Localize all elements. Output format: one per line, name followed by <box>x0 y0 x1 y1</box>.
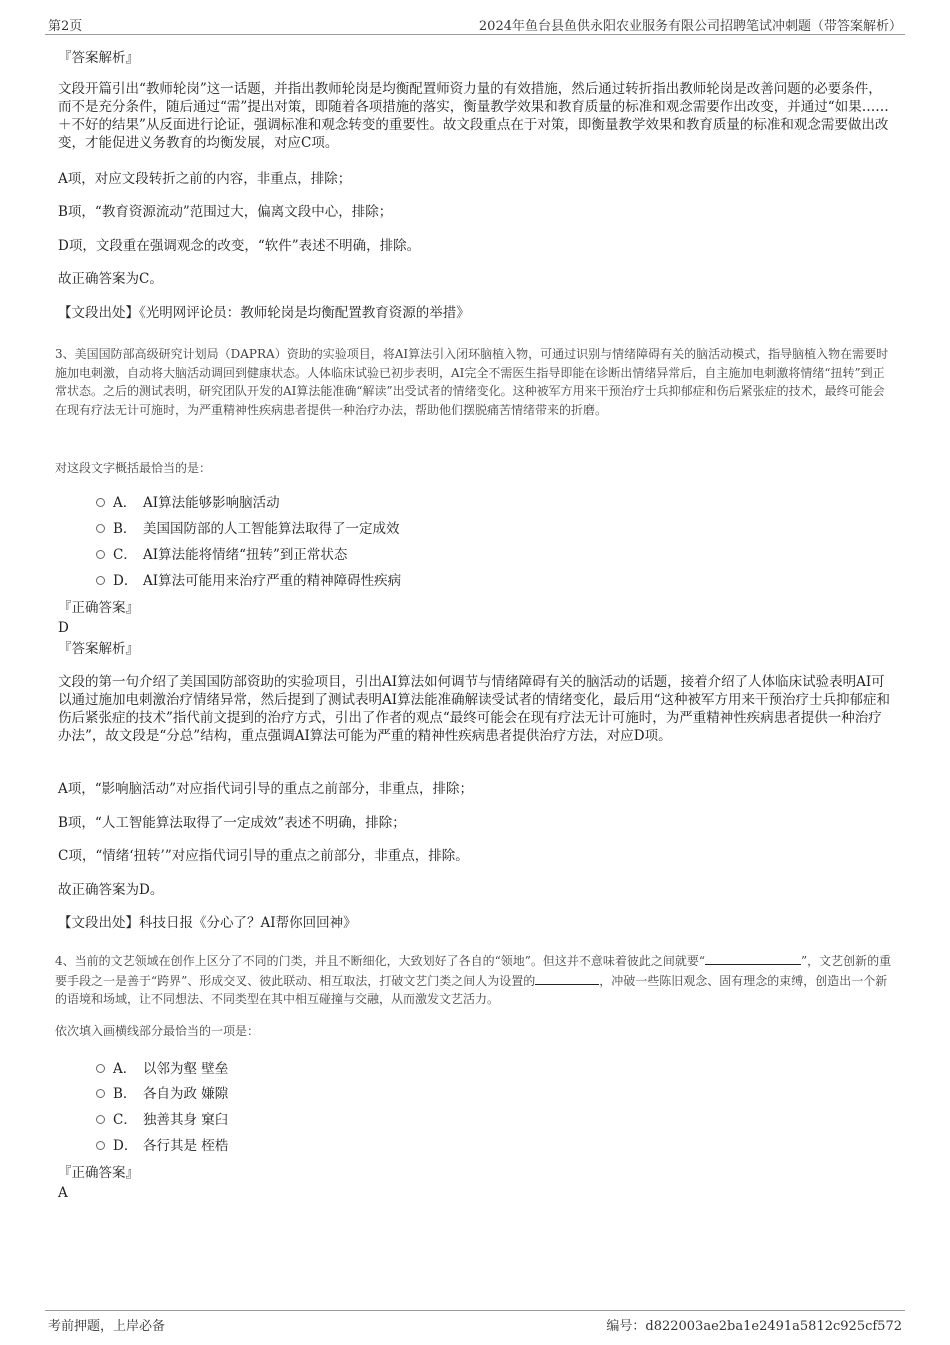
radio-icon[interactable] <box>96 524 105 533</box>
blank-2[interactable] <box>535 971 599 985</box>
footer-code: 编号：d822003ae2ba1e2491a5812c925cf572 <box>606 1319 902 1334</box>
q3-question: 对这段文字概括最恰当的是： <box>55 461 212 475</box>
blank-1[interactable] <box>705 951 801 965</box>
radio-icon[interactable] <box>96 550 105 559</box>
q3-stem: 3、美国国防部高级研究计划局（DAPRA）资助的实验项目，将AI算法引入闭环脑植入物，可通过识别与情绪障碍有关的脑活动模式，指导脑植入物在需要时施加电刺激，自动将大脑活动调回到健康状态。人体临床试验已初步表明，AI完全不需医生指导即能在诊断出情绪异常后，自主施加电刺激将情绪“扭转”到正常状态。之后的测试表明，研究团队开发的AI算法能准确“解读”出受试者的情绪变化。这种被军方用来干预治疗士兵抑郁症和伤后紧张症的技术，最终可能会在现有疗法无计可施时，为严重精神性疾病患者提供一种治疗办法，帮助他们摆脱痛苦情绪带来的折磨。 <box>55 347 889 417</box>
q3-analysis: 文段的第一句介绍了美国国防部资助的实验项目，引出AI算法如何调节与情绪障碍有关的脑活动的话题，接着介绍了人体临床试验表明AI可以通过施加电刺激治疗情绪异常，然后提到了测试表明AI算法能准确解读受试者的情绪变化，最后用“这种被军方用来干预治疗士兵抑郁症和伤后紧张症的技术”指代前文提到的治疗方式，引出了作者的观点“最终可能会在现有疗法无计可施时，为严重精神性疾病患者提供一种治疗办法”，故文段是“分总”结构，重点强调AI算法可能为严重的精神性疾病患者提供治疗方法，对应D项。 <box>58 674 890 744</box>
page-number: 第2页 <box>48 19 83 34</box>
q4-answer-title: 『正确答案』 <box>58 1165 139 1181</box>
page-footer <box>45 1310 905 1333</box>
q3-option-d[interactable]: D． AI算法可能用来治疗严重的精神障碍性疾病 <box>96 572 401 590</box>
q3-option-c[interactable]: C． AI算法能将情绪“扭转”到正常状态 <box>96 546 347 564</box>
q4-answer: A <box>58 1185 68 1201</box>
q2-conclusion: 故正确答案为C。 <box>58 271 163 287</box>
radio-icon[interactable] <box>96 576 105 585</box>
q3-option-b-explain: B项，“人工智能算法取得了一定成效”表述不明确，排除； <box>58 815 406 831</box>
q3-answer-title: 『正确答案』 <box>58 600 139 616</box>
q2-option-a-explain: A项，对应文段转折之前的内容，非重点，排除； <box>58 171 352 187</box>
q2-analysis-title: 『答案解析』 <box>58 50 139 66</box>
q3-analysis-title: 『答案解析』 <box>58 641 139 657</box>
q2-option-d-explain: D项，文段重在强调观念的改变，“软件”表述不明确，排除。 <box>58 238 421 254</box>
radio-icon[interactable] <box>96 498 105 507</box>
q4-stem: 4、当前的文艺领域在创作上区分了不同的门类，并且不断细化，大致划好了各自的“领地”。但这并不意味着彼此之间就要“ ”，文艺创新的重要手段之一是善于“跨界”、形成交叉、彼此联动、相互取法，打破文艺门类之间人为设置的 ，冲破一些陈旧观念、固有理念的束缚，创造出一个新的语境和场域，让不同想法、不同类型在其中相互碰撞与交融，从而激发文艺活力。 <box>55 951 895 1009</box>
document-title: 2024年鱼台县鱼供永阳农业服务有限公司招聘笔试冲刺题（带答案解析） <box>478 19 902 34</box>
q2-analysis: 文段开篇引出“教师轮岗”这一话题，并指出教师轮岗是均衡配置师资力量的有效措施，然后通过转折指出教师轮岗是改善问题的必要条件，而不是充分条件，随后通过“需”提出对策，即随着各项措施的落实，衡量教学效果和教育质量的标准和观念需要作出改变，并通过“如果……＋不好的结果”从反面进行论证，强调标准和观念转变的重要性。故文段重点在于对策，即衡量教学效果和教育质量的标准和观念需要做出改变，才能促进义务教育的均衡发展，对应C项。 <box>58 81 889 151</box>
q4-option-c[interactable]: C． 独善其身 窠臼 <box>96 1111 228 1129</box>
q3-conclusion: 故正确答案为D。 <box>58 882 164 898</box>
q3-source: 【文段出处】科技日报《分心了？AI帮你回回神》 <box>58 915 357 931</box>
q4-option-a[interactable]: A． 以邻为壑 壁垒 <box>96 1060 228 1078</box>
q2-option-b-explain: B项，“教育资源流动”范围过大，偏离文段中心，排除； <box>58 204 393 220</box>
radio-icon[interactable] <box>96 1115 105 1124</box>
q3-option-a-explain: A项，“影响脑活动”对应指代词引导的重点之前部分，非重点，排除； <box>58 781 474 797</box>
q2-source: 【文段出处】《光明网评论员：教师轮岗是均衡配置教育资源的举措》 <box>58 305 470 321</box>
radio-icon[interactable] <box>96 1141 105 1150</box>
page-header <box>45 14 905 35</box>
q3-option-a[interactable]: A． AI算法能够影响脑活动 <box>96 494 280 512</box>
q3-answer: D <box>58 620 69 636</box>
q4-question: 依次填入画横线部分最恰当的一项是： <box>55 1024 260 1038</box>
q3-option-b[interactable]: B． 美国国防部的人工智能算法取得了一定成效 <box>96 520 400 538</box>
q4-option-b[interactable]: B． 各自为政 嫌隙 <box>96 1085 228 1103</box>
q3-option-c-explain: C项，“情绪‘扭转’”对应指代词引导的重点之前部分，非重点，排除。 <box>58 848 469 864</box>
footer-slogan: 考前押题，上岸必备 <box>48 1319 166 1334</box>
radio-icon[interactable] <box>96 1064 105 1073</box>
q4-option-d[interactable]: D． 各行其是 桎梏 <box>96 1137 228 1155</box>
radio-icon[interactable] <box>96 1089 105 1098</box>
